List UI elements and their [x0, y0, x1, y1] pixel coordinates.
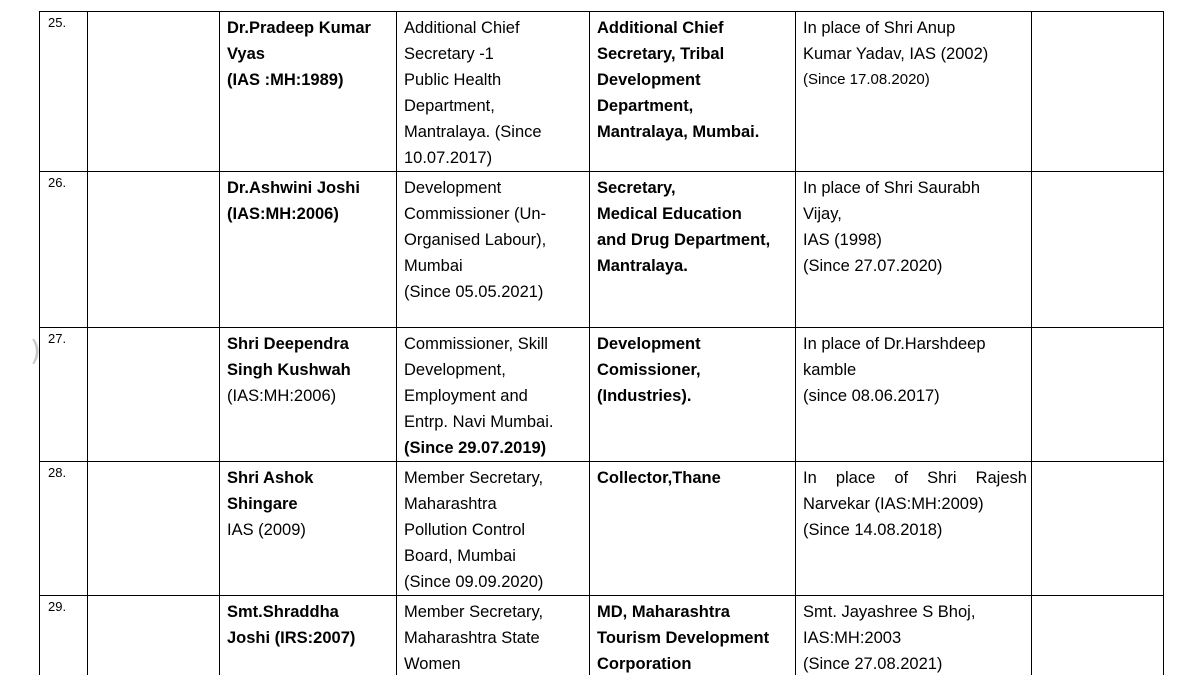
word: place	[835, 469, 876, 487]
remarks-line: Kumar Yadav, IAS (2002)	[803, 45, 989, 63]
current-post-line: Development,	[404, 361, 506, 379]
current-post-line: Secretary -1	[404, 45, 494, 63]
new-post-line: Medical Education	[597, 205, 742, 223]
new-post-cell	[590, 12, 796, 172]
page-edge-mark: )	[30, 334, 41, 367]
new-post-line: and Drug Department,	[597, 231, 771, 249]
serial-number-cell	[40, 12, 88, 172]
new-post-line: MD, Maharashtra	[597, 603, 730, 621]
table-row	[40, 172, 1164, 328]
word: of	[894, 469, 909, 487]
new-post-cell	[590, 328, 796, 462]
serial-number: 27.	[48, 331, 67, 346]
new-post-cell	[590, 462, 796, 596]
new-post-line: Corporation	[597, 655, 692, 673]
name-line: (IAS:MH:2006)	[227, 387, 337, 405]
new-post-line: Comissioner,	[597, 361, 701, 379]
remarks-line: In place of Shri Saurabh	[803, 179, 981, 197]
word: Shri	[927, 469, 957, 487]
current-post-line: Mantralaya. (Since	[404, 123, 542, 141]
remarks-line: Narvekar (IAS:MH:2009)	[803, 495, 984, 513]
remarks-cell	[796, 328, 1032, 462]
current-post-line: Mumbai	[404, 257, 463, 275]
transfer-orders-table	[39, 11, 1164, 675]
remarks-cell	[796, 172, 1032, 328]
table-row	[40, 12, 1164, 172]
new-post-line: Development	[597, 335, 701, 353]
name-line: (IAS :MH:1989)	[227, 71, 344, 89]
serial-number-cell	[40, 596, 88, 675]
current-post-line: Commissioner, Skill	[404, 335, 548, 353]
new-post-line: Secretary,	[597, 179, 676, 197]
current-post-line: Pollution Control	[404, 521, 526, 539]
new-post-line: Tourism Development	[597, 629, 770, 647]
table-row	[40, 596, 1164, 675]
current-post-cell	[397, 12, 590, 172]
current-post-line: Member Secretary,	[404, 469, 544, 487]
current-post-line: Additional Chief	[404, 19, 520, 37]
remarks-cell	[796, 12, 1032, 172]
name-line: Smt.Shraddha	[227, 603, 339, 621]
officer-name-cell	[220, 596, 397, 675]
name-line: IAS (2009)	[227, 521, 306, 539]
current-post-cell	[397, 462, 590, 596]
name-line: Vyas	[227, 45, 265, 63]
remarks-line: (Since 27.07.2020)	[803, 257, 943, 275]
serial-number-cell	[40, 172, 88, 328]
serial-number-cell	[40, 328, 88, 462]
current-post-line: Public Health	[404, 71, 502, 89]
officer-name-cell	[220, 172, 397, 328]
current-post-line: Maharashtra State	[404, 629, 540, 647]
current-post-line: Organised Labour),	[404, 231, 547, 249]
new-post-cell	[590, 596, 796, 675]
remarks-cell	[796, 462, 1032, 596]
current-post-line: Entrp. Navi Mumbai.	[404, 413, 554, 431]
empty-cell	[88, 328, 220, 462]
new-post-cell	[590, 172, 796, 328]
current-post-line: (Since 09.09.2020)	[404, 573, 544, 591]
remarks-line: In place of Dr.Harshdeep	[803, 335, 986, 353]
current-post-line: (Since 29.07.2019)	[404, 439, 547, 457]
current-post-cell	[397, 328, 590, 462]
name-line: Shri Deependra	[227, 335, 349, 353]
blank-cell	[1032, 172, 1164, 328]
new-post-line: Mantralaya.	[597, 257, 688, 275]
remarks-line	[803, 465, 1027, 491]
blank-cell	[1032, 328, 1164, 462]
current-post-line: Commissioner (Un-	[404, 205, 547, 223]
officer-name-cell	[220, 328, 397, 462]
blank-cell	[1032, 12, 1164, 172]
name-line: (IAS:MH:2006)	[227, 205, 339, 223]
remarks-cell	[796, 596, 1032, 675]
remarks-line: IAS:MH:2003	[803, 629, 902, 647]
table-row	[40, 462, 1164, 596]
blank-cell	[1032, 462, 1164, 596]
new-post-line: Secretary, Tribal	[597, 45, 725, 63]
current-post-line: Member Secretary,	[404, 603, 544, 621]
empty-cell	[88, 462, 220, 596]
current-post-line: Employment and	[404, 387, 528, 405]
new-post-line: Mantralaya, Mumbai.	[597, 123, 760, 141]
remarks-line: IAS (1998)	[803, 231, 882, 249]
table-row	[40, 328, 1164, 462]
serial-number: 26.	[48, 175, 67, 190]
new-post-line: Development	[597, 71, 701, 89]
word: In	[803, 469, 817, 487]
blank-cell	[1032, 596, 1164, 675]
current-post-line: (Since 05.05.2021)	[404, 283, 544, 301]
current-post-cell	[397, 172, 590, 328]
new-post-line: Department,	[597, 97, 694, 115]
serial-number: 25.	[48, 15, 67, 30]
remarks-line: (Since 27.08.2021)	[803, 655, 943, 673]
empty-cell	[88, 596, 220, 675]
serial-number: 28.	[48, 465, 67, 480]
remarks-line: In place of Shri Anup	[803, 19, 956, 37]
remarks-line: kamble	[803, 361, 857, 379]
remarks-line: Vijay,	[803, 205, 842, 223]
remarks-line: (since 08.06.2017)	[803, 387, 940, 405]
officer-name-cell	[220, 462, 397, 596]
current-post-line: 10.07.2017)	[404, 149, 493, 167]
serial-number: 29.	[48, 599, 67, 614]
current-post-line: Board, Mumbai	[404, 547, 516, 565]
current-post-cell	[397, 596, 590, 675]
current-post-line: Women	[404, 655, 461, 673]
name-line: Shingare	[227, 495, 298, 513]
name-line: Dr.Ashwini Joshi	[227, 179, 360, 197]
current-post-line: Maharashtra	[404, 495, 497, 513]
officer-name-cell	[220, 12, 397, 172]
remarks-line: (Since 14.08.2018)	[803, 521, 943, 539]
name-line: Singh Kushwah	[227, 361, 351, 379]
name-line: Shri Ashok	[227, 469, 314, 487]
new-post-line: Collector,Thane	[597, 469, 721, 487]
new-post-line: (Industries).	[597, 387, 692, 405]
remarks-line: Smt. Jayashree S Bhoj,	[803, 603, 976, 621]
empty-cell	[88, 172, 220, 328]
name-line: Dr.Pradeep Kumar	[227, 19, 371, 37]
current-post-line: Department,	[404, 97, 495, 115]
name-line: Joshi (IRS:2007)	[227, 629, 356, 647]
remarks-line: (Since 17.08.2020)	[803, 71, 930, 88]
new-post-line: Additional Chief	[597, 19, 724, 37]
empty-cell	[88, 12, 220, 172]
serial-number-cell	[40, 462, 88, 596]
word: Rajesh	[975, 469, 1027, 487]
current-post-line: Development	[404, 179, 502, 197]
